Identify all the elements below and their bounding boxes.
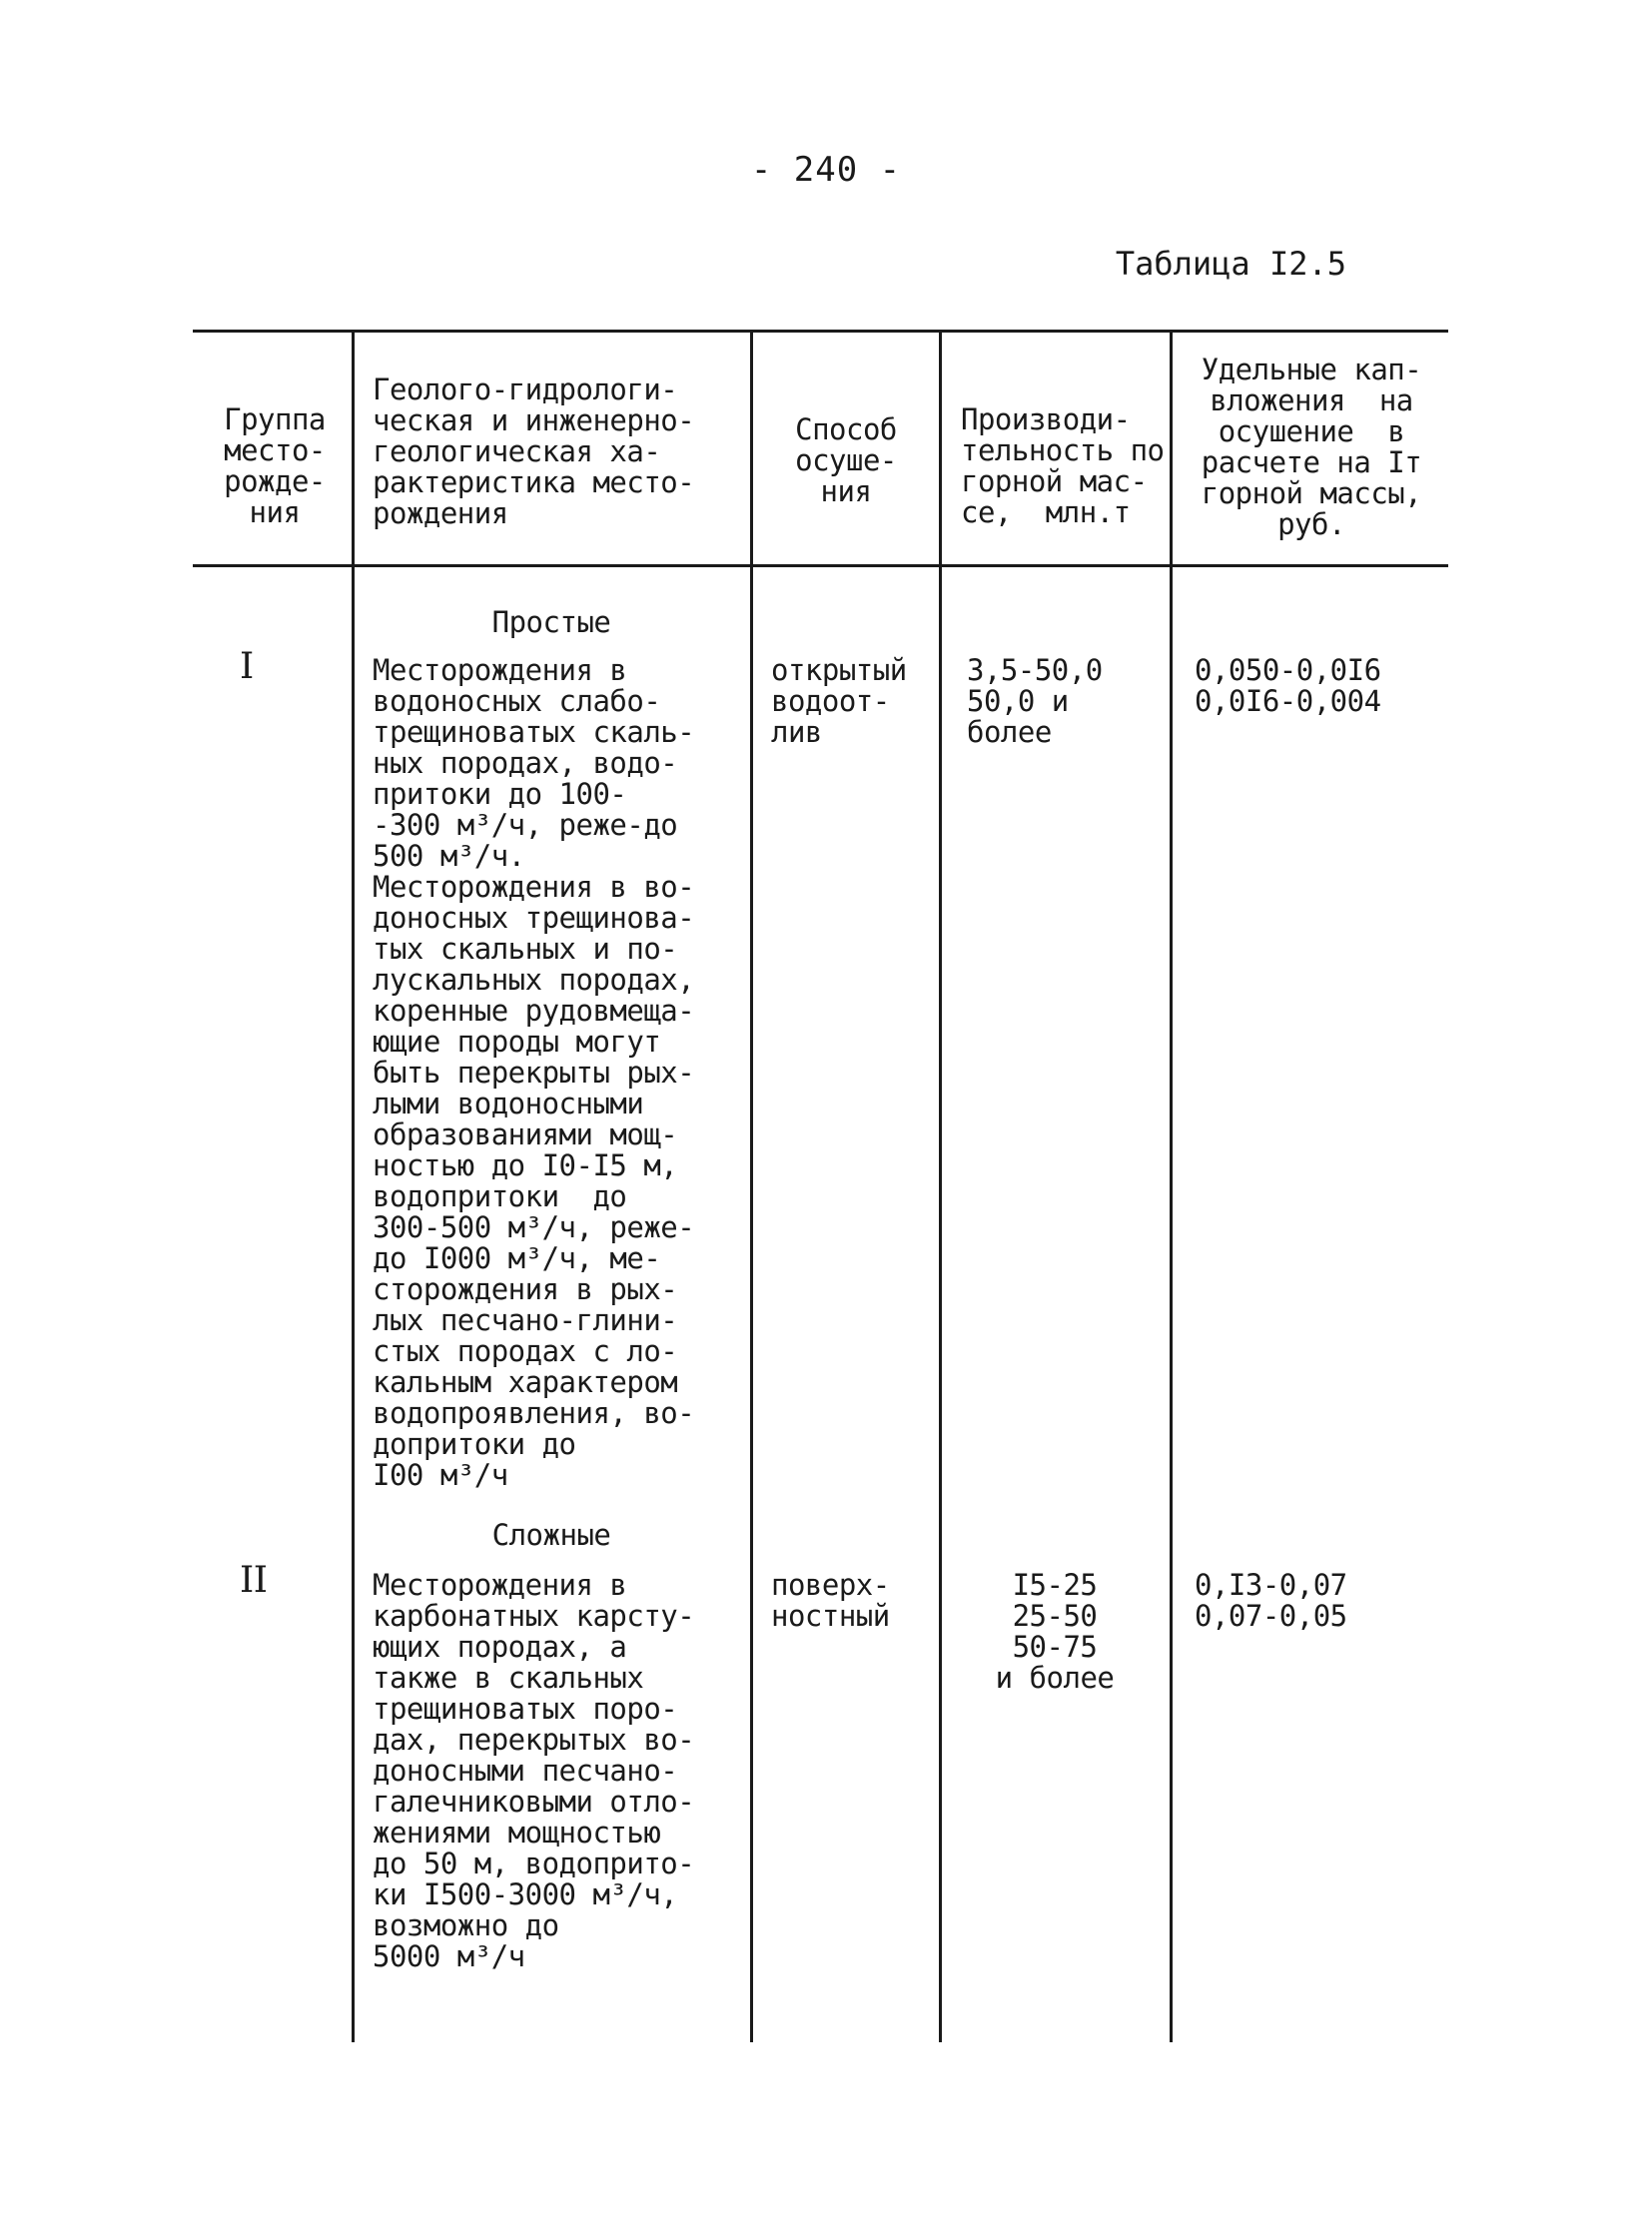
header-investment: Удельные кап- вложения на осушение в расчете на Iт горной массы, руб.	[1201, 353, 1422, 541]
row-2-group: II	[240, 1560, 268, 1601]
row-1-characteristic: Месторождения в водоносных слабо- трещиноватых скаль- ных породах, водо- притоки до 100- -300 м³/ч, реже-до 500 м³/ч. Месторождения в во- доносных трещинова- тых скальных и по- лускальных породах, коренные рудовмеща- ющие породы могут быть перекрыты рых- лыми водоносными образованиями мощ- ностью до I0-I5 м, водопритоки до 300-500 м³/ч, реже- до I000 м³/ч, ме- сторождения в рых- лых песчано-глини- стых породах с ло- кальным характером водопроявления, во- допритоки до I00 м³/ч	[373, 653, 695, 1492]
header-characteristic: Геолого-гидрологи- ческая и инженерно- геологическая ха- рактеристика место- рождения	[373, 373, 695, 530]
header-group: Группа место- рожде- ния	[224, 402, 326, 529]
row-1-method: открытый водоот- лив	[771, 653, 907, 749]
row-2-productivity: I5-25 25-50 50-75 и более	[995, 1568, 1115, 1695]
section-label-complex: Сложные	[491, 1518, 611, 1552]
row-2-investment: 0,I3-0,07 0,07-0,05	[1195, 1568, 1347, 1633]
header-productivity: Производи- тельность по горной мас- се, млн.т	[961, 402, 1165, 529]
column-divider-1	[352, 330, 355, 2042]
table-caption: Таблица I2.5	[1115, 245, 1346, 283]
row-1-investment: 0,050-0,0I6 0,0I6-0,004	[1195, 653, 1381, 718]
row-2-characteristic: Месторождения в карбонатных карсту- ющих породах, а также в скальных трещиноватых поро- дах, перекрытых во- доносными песчано- галечниковыми отло- жениями мощностью до 50 м, водоприто- ки I500-3000 м³/ч, возможно до 5000 м³/ч	[373, 1568, 695, 1973]
row-1-productivity: 3,5-50,0 50,0 и более	[967, 653, 1103, 749]
header-bottom-rule	[193, 564, 1448, 567]
page-number: - 240 -	[750, 150, 902, 190]
column-divider-2	[750, 330, 753, 2042]
column-divider-4	[1170, 330, 1173, 2042]
row-2-method: поверх- ностный	[771, 1568, 890, 1633]
section-label-simple: Простые	[491, 605, 611, 639]
table-top-rule	[193, 330, 1448, 333]
row-1-group: I	[240, 646, 254, 687]
column-divider-3	[939, 330, 942, 2042]
header-method: Способ осуше- ния	[795, 412, 897, 508]
